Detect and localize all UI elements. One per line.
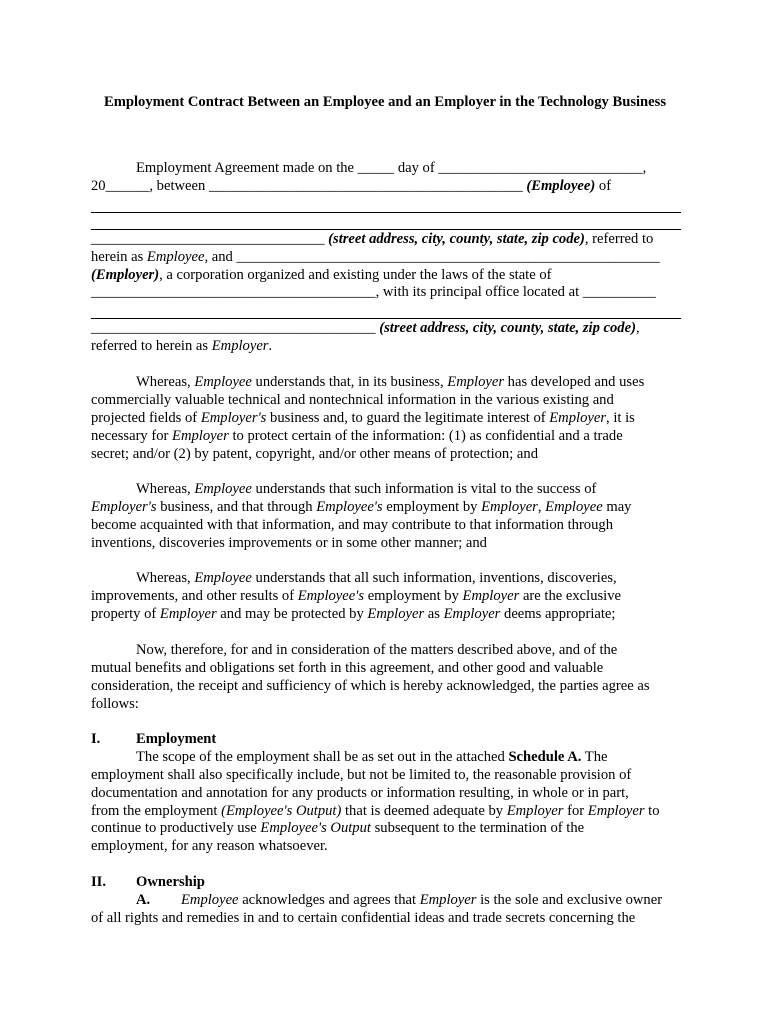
now-therefore-paragraph: Now, therefore, for and in consideration of the matters described above, and of the mutual benefits and obligations set forth in this agreement, and other good and valuable consideration, the receipt and sufficiency of which is hereby acknowledged, the parties agree as follows: — [91, 642, 650, 712]
preamble-line: ________________________________ (street address, city, county, state, zip code), referred to — [91, 230, 654, 247]
blank-line — [91, 212, 681, 213]
whereas-paragraph-3: Whereas, Employee understands that all such information, inventions, discoveries, improvements, and other results of Employee's employment by Employer are the exclusive property of Employer and may be protected by Employer as Employer deems appropriate; — [91, 570, 621, 622]
section-ownership: II. Ownership A. Employee acknowledges and agrees that Employer is the sole and exclusive owner of all rights and remedies in and to certain confidential ideas and trade secrets concerning the — [91, 874, 681, 928]
preamble-line: _______________________________________ (street address, city, county, state, zip code), — [91, 320, 640, 337]
preamble-line: herein as Employee, and __________________________________________________________ — [91, 248, 660, 265]
document-title: Employment Contract Between an Employee and an Employer in the Technology Business — [103, 94, 667, 110]
section-employment: I. Employment The scope of the employment shall be as set out in the attached Schedule A. The employment shall also specifically include, but not be limited to, the reasonable provision of documentation and annotation for any products or information resulting, in whole or in part, from the employment (Employee's Output) that is deemed adequate by Employer for Employer to continue to productively use Employee's Output subsequent to the termination of the employment, for any reason whatsoever. — [91, 731, 681, 856]
blank-line — [91, 318, 681, 319]
whereas-paragraph-1: Whereas, Employee understands that, in its business, Employer has developed and uses commercially valuable technical and nontechnical information in the various existing and projected fields of Employer's business and, to guard the legitimate interest of Employer, it is necessary for Employer to protect certain of the information: (1) as confidential and a trade secret; and/or (2) by patent, copyright, and/or other means of protection; and — [91, 374, 645, 462]
blank-line — [91, 229, 681, 230]
preamble — [91, 160, 681, 356]
preamble-line: Employment Agreement made on the _____ day of ____________________________, — [136, 160, 647, 176]
whereas-paragraph-2: Whereas, Employee understands that such information is vital to the success of Employer's business, and that through Employee's employment by Employer, Employee may become acquainted with that information, and may contribute to that information through inventions, discoveries improvements or in some other manner; and — [91, 481, 632, 551]
section-heading: I. Employment — [91, 731, 217, 747]
preamble-line: 20______, between ___________________________________________ (Employee) of — [91, 177, 612, 194]
preamble-line: _______________________________________, with its principal office located at __________ — [91, 284, 656, 301]
preamble-line: referred to herein as Employer. — [91, 338, 273, 355]
section-heading: II. Ownership — [91, 874, 205, 890]
preamble-line: (Employer), a corporation organized and existing under the laws of the state of — [91, 266, 552, 283]
